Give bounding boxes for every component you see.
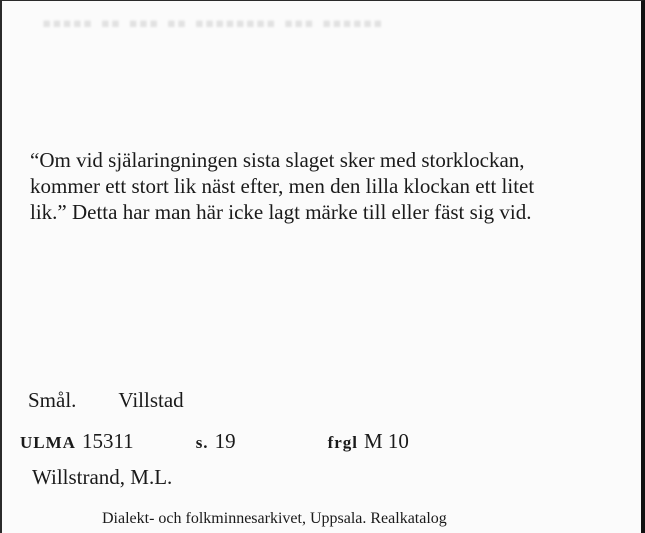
record-quote [30, 147, 630, 225]
page-number: 19 [214, 429, 236, 453]
quote-line: lik.” Detta har man här icke lagt märke till eller fäst sig vid. [30, 200, 532, 224]
collector-name: Willstrand, M.L. [32, 465, 173, 489]
identifier-row [20, 429, 409, 454]
quote-line: kommer ett stort lik näst efter, men den lilla klockan ett litet [30, 174, 535, 198]
ulma-label: ULMA [20, 433, 76, 452]
frgl-value: M 10 [364, 429, 409, 453]
bleed-through-text: ▪▪▪▪▪ ▪▪ ▪▪▪ ▪▪ ▪▪▪▪▪▪▪▪ ▪▪▪ ▪▪▪▪▪▪ [42, 9, 384, 38]
quote-line: “Om vid själaringningen sista slaget sker med storklockan, [30, 148, 525, 172]
frgl-label: frgl [327, 433, 358, 452]
ulma-number: 15311 [81, 429, 134, 453]
province: Smål. [28, 388, 77, 412]
parish: Villstad [118, 388, 184, 412]
page-label: s. [195, 433, 209, 452]
archive-footer: Dialekt- och folkminnesarkivet, Uppsala. Realkatalog [102, 510, 447, 527]
place-row [28, 388, 184, 413]
